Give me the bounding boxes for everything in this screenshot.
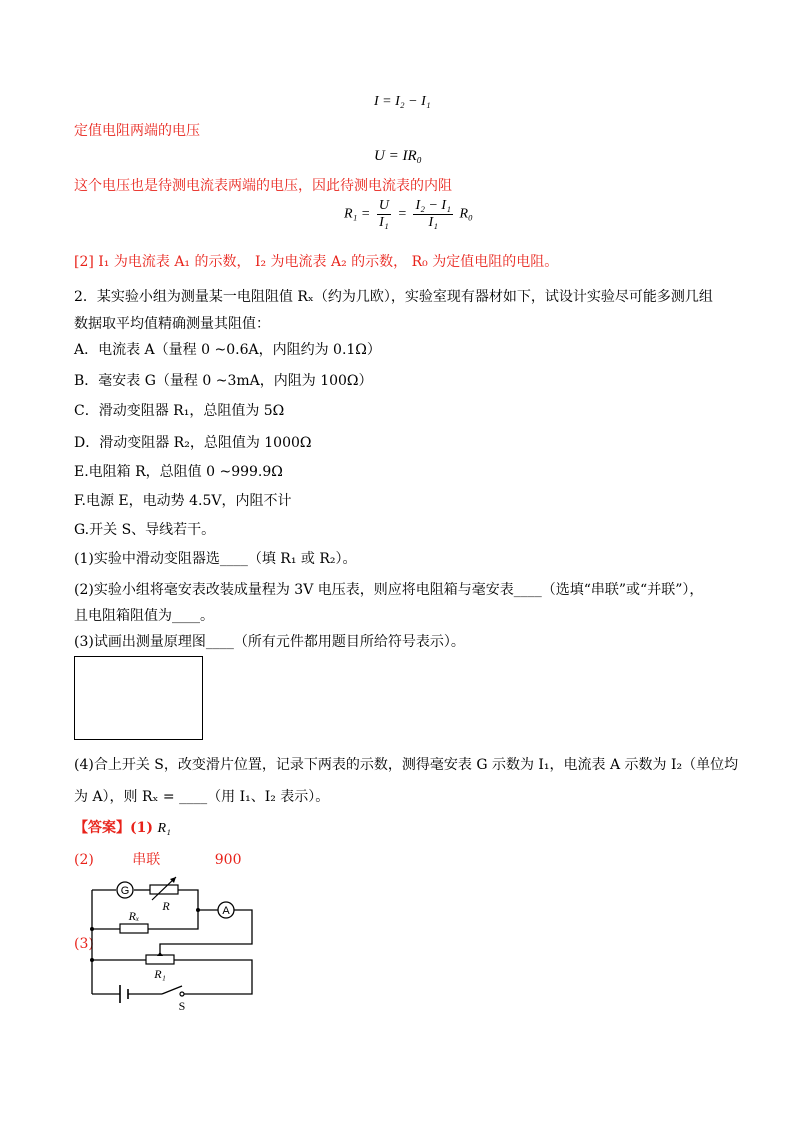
eq3-den1: I₁ [379,215,389,230]
eq3-num2: I₂ − I₁ [415,198,451,213]
s-label: S [178,999,186,1012]
r-label: R [162,899,170,913]
item-e: E.电阻箱 R，总阻值 0 ~999.9Ω [74,464,283,480]
eq3-lhs: R₁ = [344,206,371,222]
answer-drawing-box [74,656,203,740]
eq3-eq: = [397,206,407,222]
question-1: (1)实验中滑动变阻器选____（填 R₁ 或 R₂）。 [74,551,357,567]
answer-2-resistance: 900 [214,852,242,868]
rx-label: Rₓ [128,909,140,923]
answer-1-value: R₁ [157,821,171,836]
battery-icon [120,985,128,1003]
text-note-2: [2] I₁ 为电流表 A₁ 的示数， I₂ 为电流表 A₂ 的示数， R₀ 为定值电阻的电阻。 [74,254,559,270]
answer-2-number: (2) [74,852,94,868]
rheostat-r1 [146,955,174,964]
text-voltage-label: 定值电阻两端的电压 [74,123,200,139]
answer-label: 【答案】(1) [74,820,153,836]
item-b: B．毫安表 G（量程 0 ~3mA，内阻为 100Ω） [74,373,373,389]
question-2-line2: 且电阻箱阻值为____。 [74,608,214,624]
item-g: G.开关 S、导线若干。 [74,522,216,538]
question-2-line1: (2)实验小组将毫安表改装成量程为 3V 电压表，则应将电阻箱与毫安表____（选填“串联”或“并联”）， [74,582,704,598]
answer-line-2 [74,850,241,870]
eq3-num1: U [378,198,389,213]
equation-voltage: U = IR₀ [374,148,422,164]
answer-2-connection: 串联 [132,852,161,868]
problem-intro-line1: 2．某实验小组为测量某一电阻阻值 Rₓ（约为几欧），实验室现有器材如下，试设计实验尽可能多测几组 [74,289,713,305]
question-4-line2: 为 A），则 Rₓ = ____（用 I₁、I₂ 表示）。 [74,789,330,805]
resistor-rx [120,924,148,933]
eq3-den2: I₁ [428,215,438,230]
eq3-frac1 [377,198,391,231]
item-f: F.电源 E，电动势 4.5V，内阻不计 [74,493,292,509]
a-label: A [222,905,230,917]
switch-s [180,992,184,996]
item-c: C．滑动变阻器 R₁，总阻值为 5Ω [74,403,285,419]
eq3-frac2 [413,198,453,231]
equation-inner-resistance [344,198,473,231]
equation-current: I = I₂ − I₁ [374,94,431,109]
r1-label: R₁ [154,967,166,981]
problem-intro-line2: 数据取平均值精确测量其阻值： [74,316,270,332]
circuit-diagram [70,872,270,1012]
text-inner-resistance: 这个电压也是待测电流表两端的电压，因此待测电流表的内阻 [74,178,452,194]
answer-line-1 [74,818,171,839]
question-4-line1: (4)合上开关 S，改变滑片位置，记录下两表的示数，测得毫安表 G 示数为 I₁，电流表 A 示数为 I₂（单位均 [74,757,739,773]
question-3: (3)试画出测量原理图____（所有元件都用题目所给符号表示）。 [74,634,465,650]
g-label: G [120,885,130,897]
item-d: D．滑动变阻器 R₂，总阻值为 1000Ω [74,435,312,451]
item-a: A．电流表 A（量程 0 ~0.6A，内阻约为 0.1Ω） [74,342,381,358]
resistor-box-r [150,885,178,894]
answer-3-number: (3) [74,936,94,952]
eq3-tail: R₀ [459,206,473,222]
